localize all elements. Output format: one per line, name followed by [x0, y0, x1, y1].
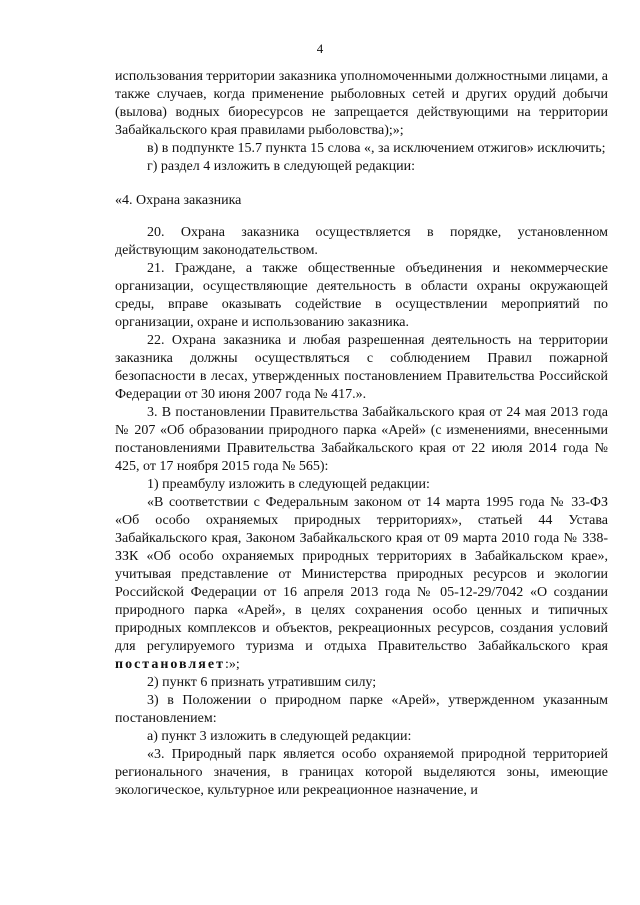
preamble-text: «В соответствии с Федеральным законом от 14 марта 1995 года № 33-ФЗ «Об особо охраняемых природных территориях», статьей 44 Устава Забайкальского края, Законом Забайкальского края от 09 марта 2010 года № 338-ЗЗК «Об особо охраняемых природных территориях в Забайкальском крае», учитывая представление от Министерства природных ресурсов и экологии Российской Федерации от 16 апреля 2013 года № 05-12-29/7042 «О создании природного парка «Арей», в целях сохранения особо ценных и типичных природных комплексов и объектов, рекреационных ресурсов, создания условий для регулируемого туризма и отдыха Правительство Забайкальского края — [115, 495, 608, 654]
section-heading: «4. Охрана заказника — [115, 193, 242, 208]
paragraph-continuation: использования территории заказника уполномоченными должностными лицами, а также случаев, когда применение рыболовных сетей и других орудий добычи (вылова) водных биоресурсов не запрещается действующими на территории Забайкальского края правилами рыболовства);»; — [115, 69, 608, 138]
paragraph-20: 20. Охрана заказника осуществляется в порядке, установленном действующим законодательством. — [115, 225, 608, 258]
paragraph-3: 3. В постановлении Правительства Забайкальского края от 24 мая 2013 года № 207 «Об образовании природного парка «Арей» (с изменениями, внесенными постановлениями Правительства Забайкальского края от 22 июля 2014 года № 425, от 17 ноября 2015 года № 565): — [115, 405, 608, 474]
paragraph-point-3: «3. Природный парк является особо охраняемой природной территорией регионального значения, в границах которой выделяются зоны, имеющие экологическое, культурное или рекреационное назначение, и — [115, 747, 608, 798]
preamble-end: :»; — [224, 657, 240, 672]
paragraph-preamble: 1) преамбулу изложить в следующей редакции: — [147, 477, 430, 492]
postanovlyaet-emphasis: постановляет — [115, 657, 225, 672]
paragraph-item-v: в) в подпункте 15.7 пункта 15 слова «, за исключением отжигов» исключить; — [147, 141, 606, 156]
paragraph-21: 21. Граждане, а также общественные объединения и некоммерческие организации, осуществляющие деятельность в области охраны окружающей среды, вправе оказывать содействие в осуществлении мероприятий по организации, охране и использованию заказника. — [115, 261, 608, 330]
page-number: 4 — [316, 41, 324, 56]
paragraph-item-2: 2) пункт 6 признать утратившим силу; — [147, 675, 377, 690]
document-body — [115, 68, 608, 800]
paragraph-item-3: 3) в Положении о природном парке «Арей», утвержденном указанным постановлением: — [115, 693, 608, 726]
paragraph-preamble-text — [115, 494, 608, 674]
paragraph-22: 22. Охрана заказника и любая разрешенная деятельность на территории заказника должны осуществляться с соблюдением Правил пожарной безопасности в лесах, утвержденных постановлением Правительства Российской Федерации от 30 июня 2007 года № 417.». — [115, 333, 608, 402]
paragraph-item-a: а) пункт 3 изложить в следующей редакции: — [147, 729, 412, 744]
paragraph-item-g: г) раздел 4 изложить в следующей редакции: — [147, 159, 415, 174]
